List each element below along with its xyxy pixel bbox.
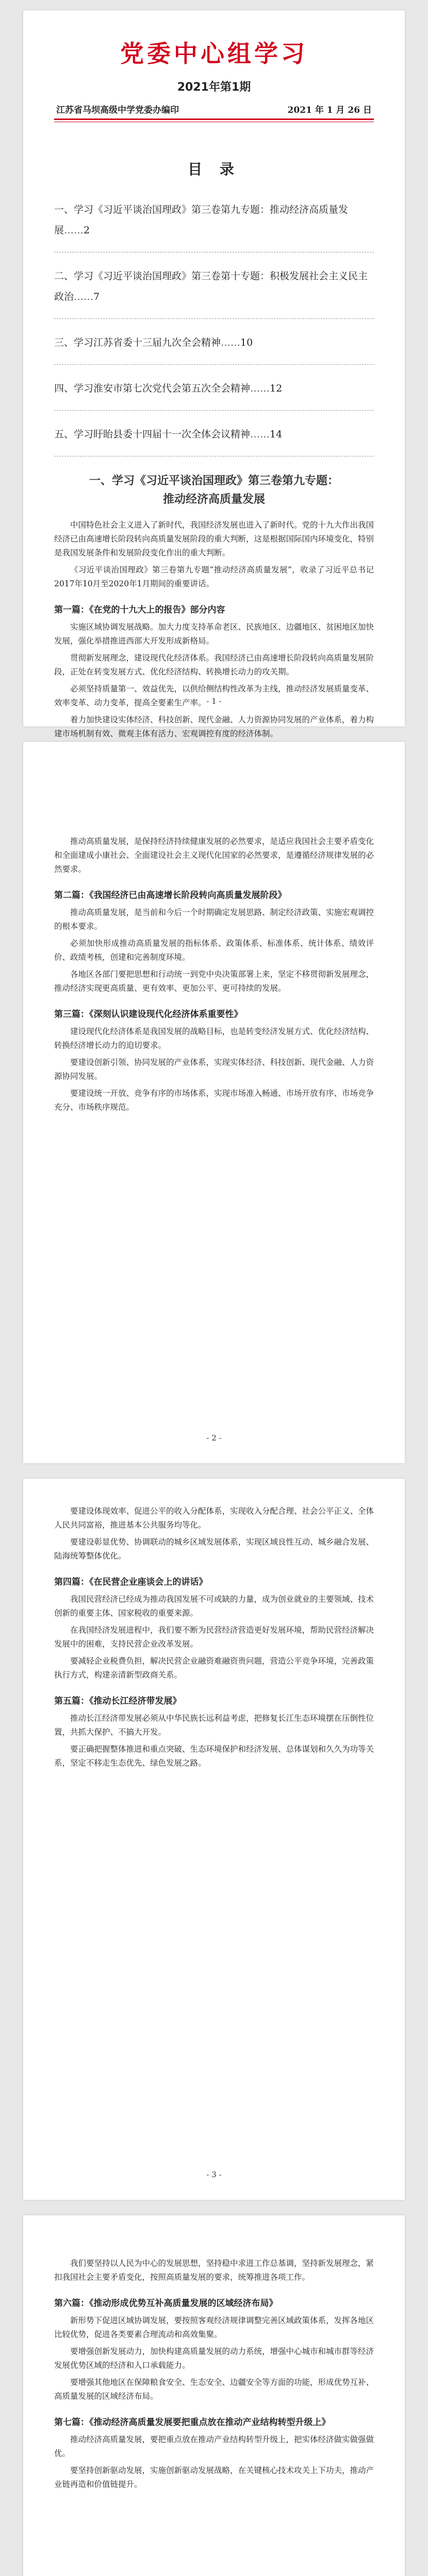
toc-leader: …… [74,291,94,302]
page-1 [23,10,405,738]
section-heading: 第二篇：《我国经济已由高速增长阶段转向高质量发展阶段》 [54,890,287,901]
page-number: - 1 - [206,697,222,706]
section-heading: 第五篇：《推动长江经济带发展》 [54,1696,182,1706]
toc-item-label: 二、学习《习近平谈治国理政》第三卷第十专题：积极发展社会主义民主政治 [54,270,368,302]
page-number: - 3 - [206,2170,222,2179]
paragraph: 各地区各部门要把思想和行动统一到党中央决策部署上来，坚定不移贯彻新发展理念，推动经济实现更高质量、更有效率、更加公平、更可持续的发展。 [54,970,374,993]
paragraph: 要建设统一开放、竞争有序的市场体系，实现市场准入畅通、市场开放有序、市场竞争充分、市场秩序规范。 [54,1089,374,1112]
paragraph: 建设现代化经济体系是我国发展的战略目标，也是转变经济发展方式、优化经济结构、转换经济增长动力的迫切要求。 [54,1027,374,1050]
paragraph: 新形势下促进区域协调发展，要按照客观经济规律调整完善区域政策体系，发挥各地区比较优势，促进各类要素合理流动和高效集聚。 [54,2316,374,2339]
paragraph: 推动长江经济带发展必须从中华民族长远利益考虑，把修复长江生态环境摆在压倒性位置，共抓大保护、不搞大开发。 [54,1714,374,1737]
toc-item[interactable] [54,424,374,456]
paragraph: 要坚持创新驱动发展，实施创新驱动发展战略，在关键核心技术攻关上下功夫，推动产业链再造和价值链提升。 [54,2466,374,2489]
paragraph: 我国民营经济已经成为推动我国发展不可或缺的力量，成为创业就业的主要领域、技术创新的重要主体、国家税收的重要来源。 [54,1595,374,1618]
paragraph: 《习近平谈治国理政》第三卷第九专题“推动经济高质量发展”，收录了习近平总书记2017年10月至2020年1月期间的重要讲话。 [54,565,374,588]
page-body [54,518,374,741]
issue-number: 2021年第1期 [177,81,251,94]
toc-item-label: 四、学习淮安市第七次党代会第五次全会精神 [54,383,251,394]
paragraph: 贯彻新发展理念，建设现代化经济体系。我国经济已由高速增长阶段转向高质量发展阶段，正处在转变发展方式、优化经济结构、转换增长动力的攻关期。 [54,653,374,676]
paragraph: 要增强其他地区在保障粮食安全、生态安全、边疆安全等方面的功能，形成优势互补、高质量发展的区域经济布局。 [54,2378,374,2401]
toc-leader: …… [64,225,84,236]
publish-date: 2021 年 1 月 26 日 [287,105,372,115]
paragraph: 要减轻企业税费负担，解决民营企业融资难融资贵问题，营造公平竞争环境，完善政策执行方式，构建亲清新型政商关系。 [54,1656,374,1680]
masthead-meta [54,103,374,120]
toc-item[interactable] [54,199,374,252]
paragraph: 要正确把握整体推进和重点突破、生态环境保护和经济发展、总体谋划和久久为功等关系，坚定不移走生态优先、绿色发展之路。 [54,1744,374,1768]
publisher: 江苏省马坝高级中学党委办编印 [56,105,179,115]
section-heading: 第一篇：《在党的十九大上的报告》部分内容 [54,605,225,615]
paragraph: 着力加快建设实体经济、科技创新、现代金融、人力资源协同发展的产业体系，着力构建市场机制有效、微观主体有活力、宏观调控有度的经济体制。 [54,715,374,738]
toc-leader: …… [250,383,270,394]
masthead-title: 党委中心组学习 [120,40,308,67]
paragraph: 推动高质量发展，是保持经济持续健康发展的必然要求，是适应我国社会主要矛盾变化和全面建成小康社会、全面建设社会主义现代化国家的必然要求，是遵循经济规律发展的必然要求。 [54,837,374,874]
paragraph: 必须加快形成推动高质量发展的指标体系、政策体系、标准体系、统计体系、绩效评价、政绩考核，创建和完善制度环境。 [54,939,374,962]
paragraph: 实施区域协调发展战略。加大力度支持革命老区、民族地区、边疆地区、贫困地区加快发展，强化举措推进西部大开发形成新格局。 [54,622,374,646]
page-body [54,2257,374,2492]
toc-item-page: 10 [240,337,253,348]
toc-item-label: 五、学习盱眙县委十四届十一次全体会议精神 [54,429,251,440]
page-4 [23,2215,405,2576]
article-heading: 一、学习《习近平谈治国理政》第三卷第九专题： 推动经济高质量发展 [89,474,339,506]
paragraph: 中国特色社会主义进入了新时代，我国经济发展也进入了新时代。党的十九大作出我国经济已由高速增长阶段转向高质量发展阶段的重大判断，这是根据国际国内环境变化，特别是我国发展条件和发展阶段变化作出的重大判断。 [54,520,374,557]
toc-item-label: 三、学习江苏省委十三届九次全会精神 [54,337,221,348]
toc-item-page: 12 [270,383,283,394]
toc-item[interactable] [54,332,374,365]
toc-item-page: 2 [84,225,90,236]
toc-leader: …… [221,337,241,348]
page-number: - 2 - [206,1433,222,1443]
page-2 [23,742,405,1463]
toc-item-page: 14 [270,429,283,440]
page-3 [23,1479,405,2200]
toc-item-page: 7 [93,291,100,302]
paragraph: 要建设体现效率、促进公平的收入分配体系，实现收入分配合理、社会公平正义、全体人民共同富裕，推进基本公共服务均等化。 [54,1506,374,1530]
toc-leader: …… [250,429,270,440]
paragraph: 必须坚持质量第一、效益优先，以供给侧结构性改革为主线，推动经济发展质量变革、效率变革、动力变革，提高全要素生产率。 [54,684,374,707]
paragraph: 在我国经济发展进程中，我们要不断为民营经济营造更好发展环境，帮助民营经济解决发展中的困难，支持民营企业改革发展。 [54,1625,374,1649]
page-body [54,835,374,1114]
page-body [54,1504,374,1770]
paragraph: 要建设创新引领、协同发展的产业体系，实现实体经济、科技创新、现代金融、人力资源协同发展。 [54,1058,374,1081]
section-heading: 第七篇：《推动经济高质量发展要把重点放在推动产业结构转型升级上》 [54,2417,331,2428]
toc-item[interactable] [54,378,374,411]
toc-title: 目 录 [188,161,240,178]
paragraph: 要增强创新发展动力，加快构建高质量发展的动力系统，增强中心城市和城市群等经济发展优势区域的经济和人口承载能力。 [54,2347,374,2370]
section-heading: 第六篇：《推动形成优势互补高质量发展的区域经济布局》 [54,2298,278,2309]
paragraph: 推动高质量发展，是当前和今后一个时期确定发展思路、制定经济政策、实施宏观调控的根本要求。 [54,908,374,931]
section-heading: 第四篇：《在民营企业座谈会上的讲话》 [54,1577,208,1587]
toc-item-label: 一、学习《习近平谈治国理政》第三卷第九专题：推动经济高质量发展 [54,204,349,236]
paragraph: 推动经济高质量发展，要把重点放在推动产业结构转型升级上，把实体经济做实做强做优。 [54,2435,374,2458]
table-of-contents [54,199,374,456]
toc-item[interactable] [54,266,374,319]
paragraph: 我们要坚持以人民为中心的发展思想，坚持稳中求进工作总基调，坚持新发展理念，紧扣我国社会主要矛盾变化，按照高质量发展的要求，统筹推进各项工作。 [54,2259,374,2282]
section-heading: 第三篇：《深刻认识建设现代化经济体系重要性》 [54,1009,243,1020]
paragraph: 要建设彰显优势、协调联动的城乡区域发展体系，实现区域良性互动、城乡融合发展、陆海统筹整体优化。 [54,1537,374,1561]
